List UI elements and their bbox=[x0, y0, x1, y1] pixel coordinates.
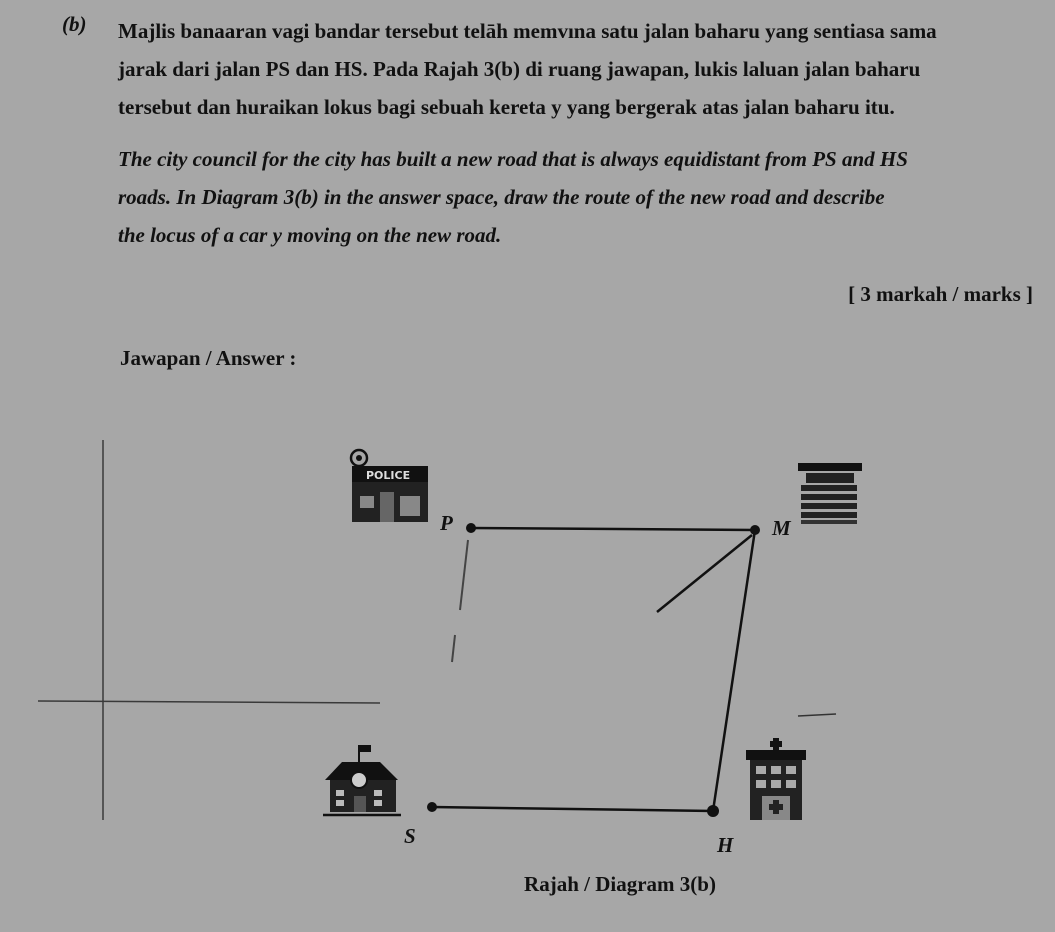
point-p bbox=[466, 523, 476, 533]
english-line-2: roads. In Diagram 3(b) in the answer space, draw the route of the new road and describe bbox=[118, 185, 885, 209]
diagram-caption: Rajah / Diagram 3(b) bbox=[524, 872, 716, 896]
point-s bbox=[427, 802, 437, 812]
school-icon bbox=[323, 745, 401, 815]
hospital-icon bbox=[746, 738, 806, 820]
road-hs bbox=[432, 807, 713, 811]
english-line-3: the locus of a car y moving on the new road. bbox=[118, 223, 502, 247]
road-mh bbox=[713, 530, 755, 811]
label-p: P bbox=[440, 511, 453, 535]
shopping-mall-icon bbox=[798, 463, 862, 524]
answer-label: Jawapan / Answer : bbox=[120, 346, 297, 370]
police-sign-text: POLICE bbox=[366, 469, 411, 482]
tick-mark-right bbox=[798, 714, 836, 716]
road-ps-segment-1 bbox=[460, 540, 468, 610]
label-h: H bbox=[717, 833, 734, 857]
label-m: M bbox=[772, 516, 791, 540]
malay-line-1: Majlis banaaran vagi bandar tersebut telāh memvına satu jalan baharu yang sentiasa sama bbox=[118, 19, 937, 43]
marks-label: [ 3 markah / marks ] bbox=[848, 282, 1033, 306]
label-s: S bbox=[404, 824, 416, 848]
point-h bbox=[707, 805, 719, 817]
point-m bbox=[750, 525, 760, 535]
road-m-diagonal bbox=[657, 535, 752, 612]
road-ps-segment-2 bbox=[452, 635, 455, 662]
malay-line-2: jarak dari jalan PS dan HS. Pada Rajah 3(b) di ruang jawapan, lukis laluan jalan baharu bbox=[118, 57, 921, 81]
police-station-icon bbox=[351, 450, 428, 522]
english-line-1: The city council for the city has built a new road that is always equidistant from PS and HS bbox=[118, 147, 908, 171]
malay-line-3: tersebut dan huraikan lokus bagi sebuah kereta y yang bergerak atas jalan baharu itu. bbox=[118, 95, 895, 119]
left-horizontal-line bbox=[38, 701, 380, 703]
question-number: (b) bbox=[62, 12, 87, 36]
road-pm bbox=[471, 528, 755, 530]
